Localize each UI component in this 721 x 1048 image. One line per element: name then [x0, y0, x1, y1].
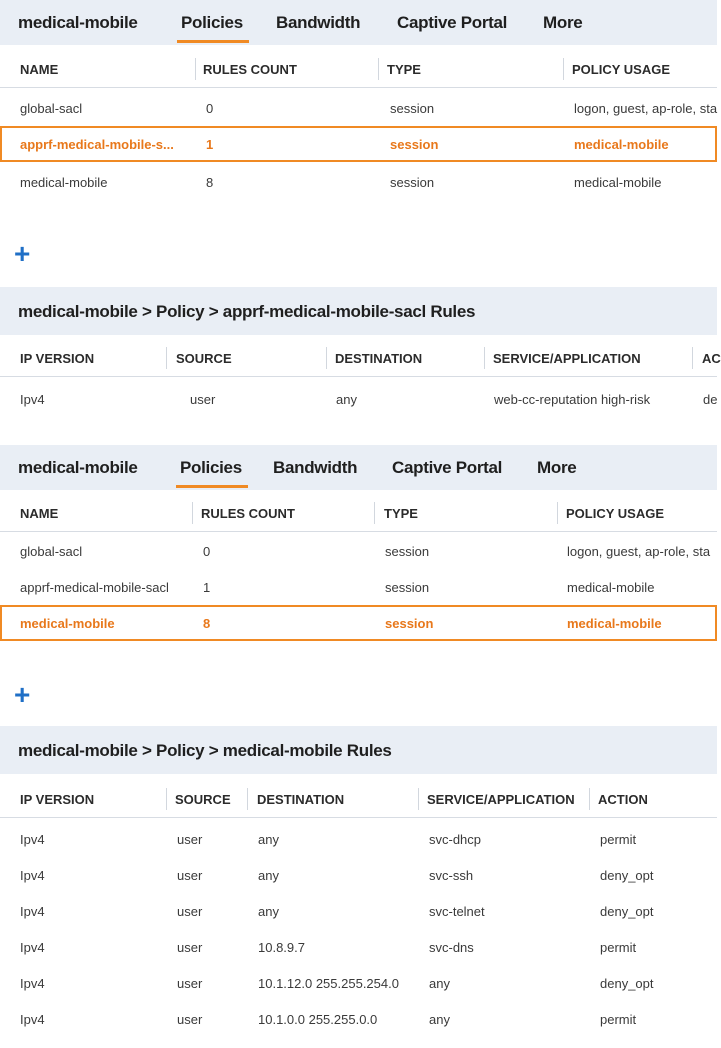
col-separator[interactable]: [192, 502, 193, 524]
col-service-application[interactable]: SERVICE/APPLICATION: [427, 792, 575, 807]
col-separator[interactable]: [563, 58, 564, 80]
cell-service-application: svc-ssh: [429, 868, 474, 883]
cell-type: session: [385, 580, 430, 595]
col-type[interactable]: TYPE: [387, 62, 421, 77]
cell-destination: any: [336, 392, 357, 407]
cell-destination: 10.8.9.7: [258, 940, 305, 955]
cell-source: user: [177, 904, 203, 919]
cell-type: session: [385, 616, 434, 631]
cell-rules-count: 1: [206, 137, 214, 152]
cell-type: session: [390, 137, 439, 152]
cell-source: user: [177, 832, 203, 847]
table-row[interactable]: [0, 929, 717, 965]
cell-service-application: any: [429, 976, 450, 991]
cell-destination: any: [258, 904, 279, 919]
cell-rules-count: 8: [203, 616, 211, 631]
cell-name: apprf-medical-mobile-sacl: [20, 580, 169, 595]
cell-ip-version: Ipv4: [20, 392, 45, 407]
cell-type: session: [385, 544, 430, 559]
table-row[interactable]: [0, 90, 717, 126]
col-rules-count[interactable]: RULES COUNT: [201, 506, 295, 521]
col-separator[interactable]: [484, 347, 485, 369]
cell-policy-usage: logon, guest, ap-role, sta: [574, 101, 718, 116]
col-action[interactable]: AC: [702, 351, 721, 366]
col-source[interactable]: SOURCE: [175, 792, 231, 807]
col-ip-version[interactable]: IP VERSION: [20, 351, 95, 366]
cell-policy-usage: medical-mobile: [567, 616, 662, 631]
col-action[interactable]: ACTION: [598, 792, 648, 807]
policies-table-header: [0, 494, 717, 532]
cell-ip-version: Ipv4: [20, 904, 45, 919]
col-name[interactable]: NAME: [20, 62, 59, 77]
col-separator[interactable]: [166, 788, 167, 810]
col-separator[interactable]: [692, 347, 693, 369]
cell-rules-count: 8: [206, 175, 214, 190]
tab-medical-mobile[interactable]: medical-mobile: [18, 458, 138, 477]
col-destination[interactable]: DESTINATION: [257, 792, 345, 807]
col-separator[interactable]: [374, 502, 375, 524]
policies-panel-2: [0, 445, 717, 724]
cell-name: apprf-medical-mobile-s...: [20, 137, 174, 152]
cell-rules-count: 0: [203, 544, 211, 559]
tab-policies[interactable]: Policies: [181, 13, 243, 32]
cell-action: deny_opt: [600, 904, 654, 919]
col-service-application[interactable]: SERVICE/APPLICATION: [493, 351, 641, 366]
table-row[interactable]: [0, 1001, 717, 1037]
tab-medical-mobile[interactable]: medical-mobile: [18, 13, 138, 32]
cell-action: permit: [600, 832, 637, 847]
cell-policy-usage: medical-mobile: [567, 580, 655, 595]
tab-bandwidth[interactable]: Bandwidth: [276, 13, 361, 32]
cell-ip-version: Ipv4: [20, 832, 45, 847]
policies-panel-1: [0, 0, 717, 283]
col-destination[interactable]: DESTINATION: [335, 351, 423, 366]
cell-source: user: [177, 868, 203, 883]
table-row[interactable]: [0, 821, 717, 857]
section-title-bar: [0, 287, 717, 335]
table-row-selected[interactable]: [0, 126, 717, 162]
cell-name: medical-mobile: [20, 616, 115, 631]
col-name[interactable]: NAME: [20, 506, 59, 521]
cell-service-application: web-cc-reputation high-risk: [494, 392, 651, 407]
cell-destination: 10.1.12.0 255.255.254.0: [258, 976, 399, 991]
col-type[interactable]: TYPE: [384, 506, 418, 521]
add-policy-button[interactable]: +: [14, 679, 31, 710]
col-ip-version[interactable]: IP VERSION: [20, 792, 95, 807]
col-policy-usage[interactable]: POLICY USAGE: [566, 506, 665, 521]
panel-gap: [0, 433, 717, 445]
rules-table-header: [0, 780, 717, 818]
cell-service-application: any: [429, 1012, 450, 1027]
cell-destination: any: [258, 832, 279, 847]
table-row[interactable]: [0, 965, 717, 1001]
cell-action: de: [703, 392, 718, 407]
table-row[interactable]: [0, 533, 717, 569]
cell-ip-version: Ipv4: [20, 940, 45, 955]
col-source[interactable]: SOURCE: [176, 351, 232, 366]
cell-policy-usage: medical-mobile: [574, 137, 669, 152]
tab-captive-portal[interactable]: Captive Portal: [397, 13, 508, 32]
tab-bandwidth[interactable]: Bandwidth: [273, 458, 358, 477]
tab-bar: [0, 445, 717, 490]
cell-ip-version: Ipv4: [20, 976, 45, 991]
cell-source: user: [177, 1012, 203, 1027]
cell-name: medical-mobile: [20, 175, 108, 190]
cell-policy-usage: logon, guest, ap-role, sta: [567, 544, 711, 559]
cell-action: permit: [600, 940, 637, 955]
table-row[interactable]: [0, 857, 717, 893]
section-title: medical-mobile > Policy > apprf-medical-mobile-sacl Rules: [18, 302, 476, 321]
table-row[interactable]: [0, 569, 717, 605]
tab-bar: [0, 0, 717, 45]
tab-captive-portal[interactable]: Captive Portal: [392, 458, 503, 477]
tab-more[interactable]: More: [537, 458, 577, 477]
col-separator[interactable]: [326, 347, 327, 369]
policies-table-header: [0, 50, 717, 88]
rules-table-header: [0, 339, 721, 377]
cell-service-application: svc-dns: [429, 940, 474, 955]
cell-name: global-sacl: [20, 544, 83, 559]
cell-destination: any: [258, 868, 279, 883]
rules-panel-2: [0, 724, 717, 1048]
tab-more[interactable]: More: [543, 13, 583, 32]
cell-name: global-sacl: [20, 101, 83, 116]
cell-policy-usage: medical-mobile: [574, 175, 662, 190]
cell-rules-count: 1: [203, 580, 211, 595]
section-title-bar: [0, 726, 717, 774]
table-row-selected[interactable]: [0, 605, 717, 641]
col-separator[interactable]: [378, 58, 379, 80]
cell-source: user: [177, 940, 203, 955]
add-policy-button[interactable]: +: [14, 238, 31, 269]
cell-action: deny_opt: [600, 976, 654, 991]
cell-destination: 10.1.0.0 255.255.0.0: [258, 1012, 378, 1027]
col-separator[interactable]: [418, 788, 419, 810]
col-separator[interactable]: [247, 788, 248, 810]
cell-service-application: svc-dhcp: [429, 832, 482, 847]
cell-source: user: [190, 392, 216, 407]
table-row[interactable]: [0, 893, 717, 929]
cell-source: user: [177, 976, 203, 991]
col-separator[interactable]: [195, 58, 196, 80]
table-row[interactable]: [0, 164, 717, 200]
cell-ip-version: Ipv4: [20, 1012, 45, 1027]
section-title: medical-mobile > Policy > medical-mobile Rules: [18, 741, 392, 760]
rules-panel-1: [0, 283, 721, 433]
col-separator[interactable]: [166, 347, 167, 369]
tab-policies[interactable]: Policies: [180, 458, 242, 477]
col-policy-usage[interactable]: POLICY USAGE: [572, 62, 671, 77]
col-separator[interactable]: [557, 502, 558, 524]
cell-type: session: [390, 101, 435, 116]
col-separator[interactable]: [589, 788, 590, 810]
cell-rules-count: 0: [206, 101, 214, 116]
col-rules-count[interactable]: RULES COUNT: [203, 62, 297, 77]
cell-type: session: [390, 175, 435, 190]
table-row[interactable]: [0, 381, 717, 417]
cell-service-application: svc-telnet: [429, 904, 485, 919]
cell-action: deny_opt: [600, 868, 654, 883]
cell-ip-version: Ipv4: [20, 868, 45, 883]
cell-action: permit: [600, 1012, 637, 1027]
